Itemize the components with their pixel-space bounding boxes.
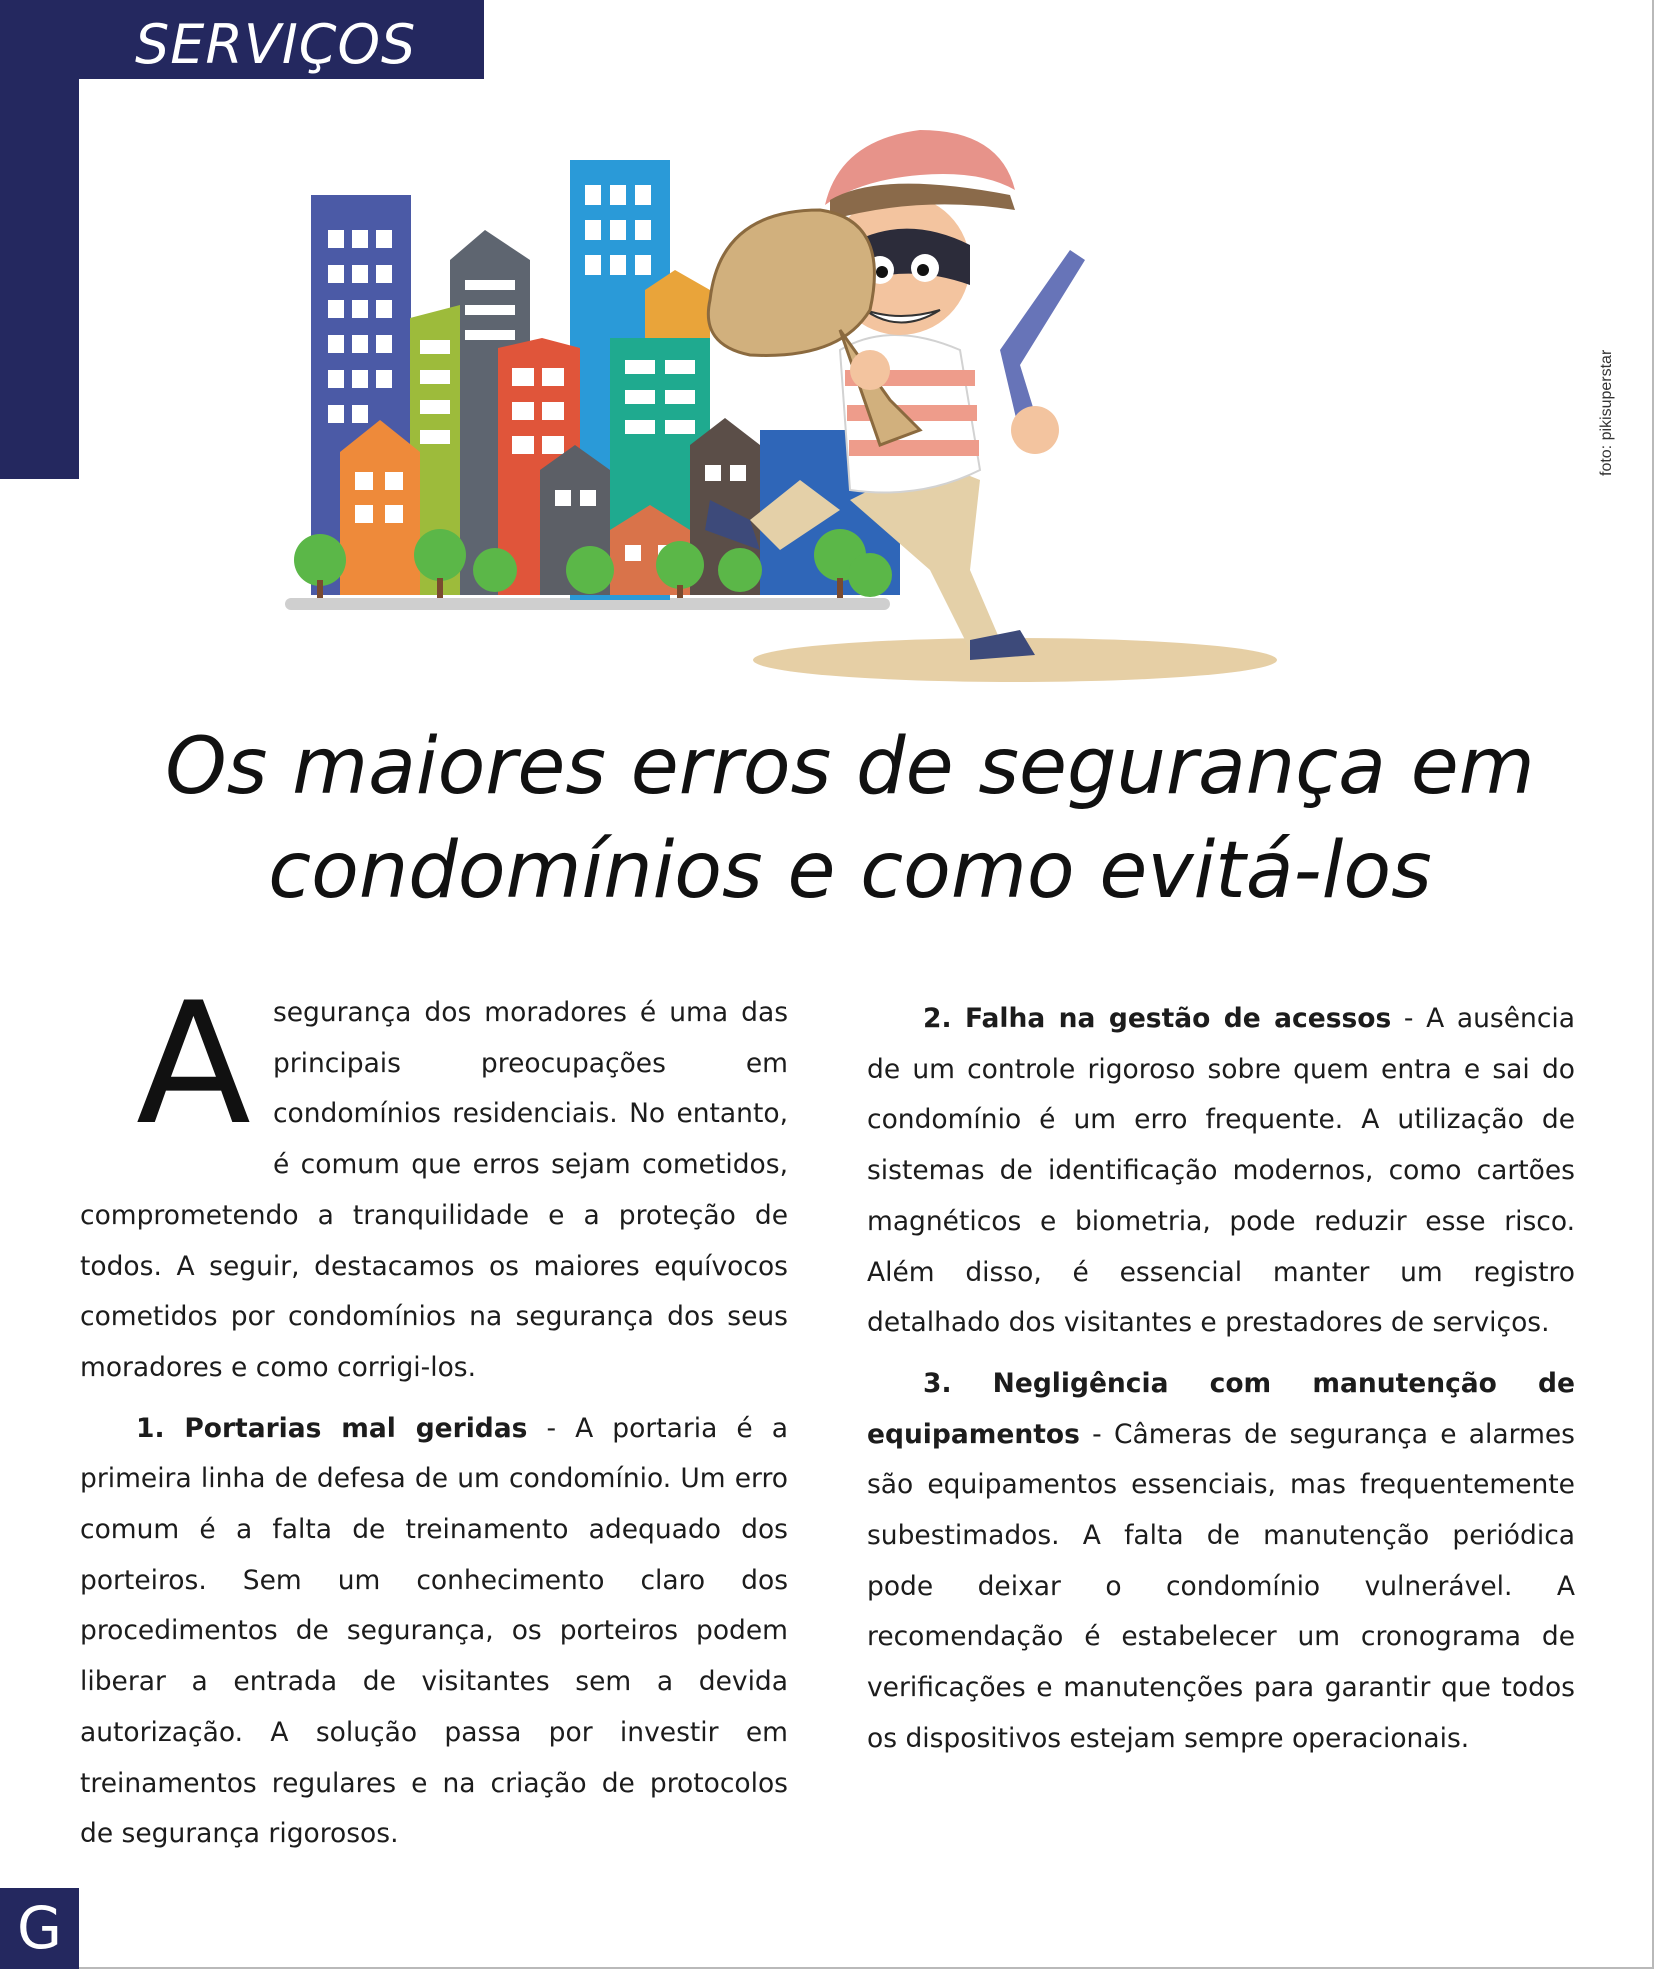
item-paragraph-1 — [80, 1404, 788, 1860]
item-paragraph-3 — [867, 1359, 1575, 1765]
section-title: SERVIÇOS — [135, 13, 417, 76]
page-badge: G — [0, 1888, 79, 1969]
intro-paragraph — [80, 966, 788, 1394]
item-paragraph-2 — [867, 994, 1575, 1349]
item-text-1: - A portaria é a primeira linha de defesa de um condomínio. Um erro comum é a falta de treinamento adequado dos porteiros. Sem um conhecimento claro dos procedimentos de segurança, os porteiros podem liberar a entrada de visitantes sem a devida autorização. A solução passa por investir em treinamentos regulares e na criação de protocolos de segurança rigorosos. — [80, 1412, 788, 1850]
intro-text: segurança dos moradores é uma das principais preocupações em condomínios residenciais. No entanto, é comum que erros sejam cometidos, comprometendo a tranquilidade e a proteção de todos. A seguir, destacamos os maiores equívocos cometidos por condomínios na segurança dos seus moradores e como corrigi-los. — [80, 997, 788, 1383]
side-accent-bar — [0, 79, 79, 479]
drop-cap: A — [136, 966, 251, 1162]
item-text-2: - A ausência de um controle rigoroso sobre quem entra e sai do condomínio é um erro frequente. A utilização de sistemas de identificação modernos, como cartões magnéticos e biometria, pode reduzir esse risco. Além disso, é essencial manter um registro detalhado dos visitantes e prestadores de serviços. — [867, 1003, 1576, 1339]
photo-credit: foto: pikisuperstar — [1598, 349, 1615, 476]
burglar-city-illustration — [280, 100, 1300, 690]
article-column-left — [80, 966, 788, 1870]
item-text-3: - Câmeras de segurança e alarmes são equipamentos essenciais, mas frequentemente subestimados. A falta de manutenção periódica pode deixar o condomínio vulnerável. A recomendação é estabelecer um cronograma de verificações e manutenções para garantir que todos os dispositivos estejam sempre operacionais. — [867, 1418, 1575, 1754]
article-column-right — [867, 994, 1575, 1775]
item-heading-3: 3. Negligência com manutenção de equipamentos — [867, 1367, 1575, 1450]
item-heading-1: 1. Portarias mal geridas — [136, 1412, 528, 1444]
article-headline: Os maiores erros de segurança em condomínios e como evitá-los — [165, 722, 1535, 916]
item-heading-2: 2. Falha na gestão de acessos — [923, 1003, 1392, 1034]
